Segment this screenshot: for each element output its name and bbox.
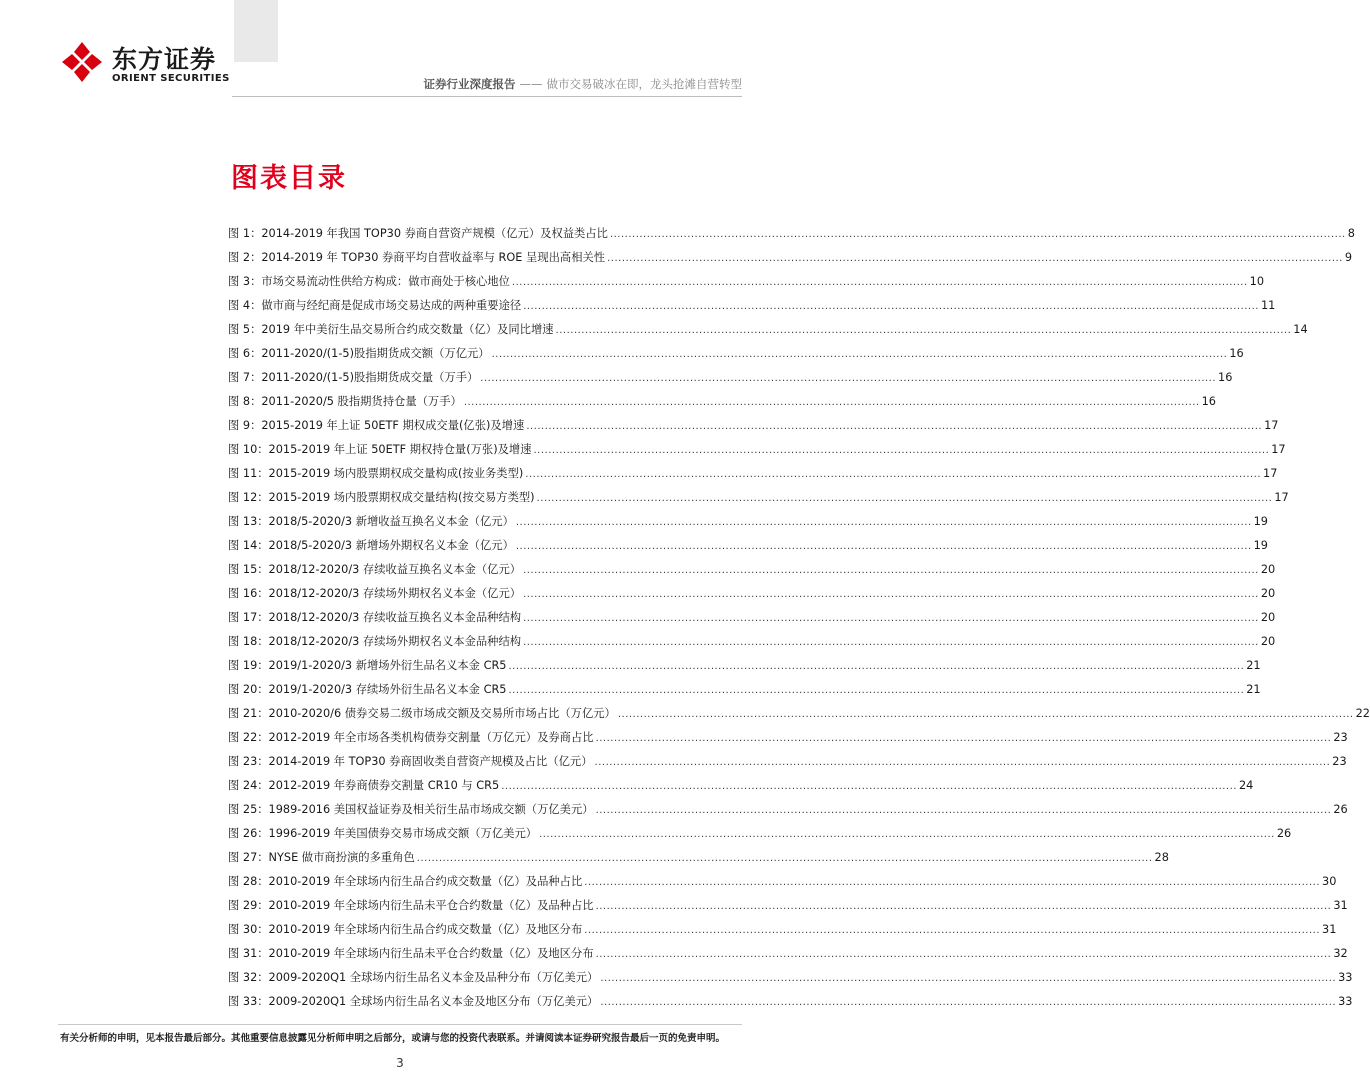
toc-leader-dots: ........................................................................................................................................................................................................	[595, 733, 1332, 744]
toc-entry[interactable]	[228, 918, 1337, 942]
toc-entry[interactable]	[228, 582, 1276, 606]
logo-chinese-name: 东方证券	[112, 45, 217, 74]
toc-leader-dots: ........................................................................................................................................................................................................	[523, 565, 1259, 576]
toc-entry-page: 19	[1253, 539, 1268, 552]
footer-disclaimer: 有关分析师的申明，见本报告最后部分。其他重要信息披露见分析师申明之后部分，或请与您的投资代表联系。并请阅读本证券研究报告最后一页的免责申明。	[60, 1033, 726, 1044]
header-divider	[232, 96, 742, 97]
toc-leader-dots: ........................................................................................................................................................................................................	[600, 997, 1337, 1008]
toc-entry-page: 23	[1333, 731, 1348, 744]
toc-leader-dots: ........................................................................................................................................................................................................	[523, 637, 1259, 648]
toc-entry-page: 16	[1229, 347, 1244, 360]
toc-entry-page: 17	[1274, 491, 1289, 504]
toc-leader-dots: ........................................................................................................................................................................................................	[536, 493, 1273, 504]
toc-entry-title: 图 9：2015-2019 年上证 50ETF 期权成交量(亿张)及增速	[228, 419, 525, 432]
toc-entry-page: 17	[1264, 419, 1279, 432]
toc-entry-title: 图 7：2011-2020/(1-5)股指期货成交量（万手）	[228, 371, 479, 384]
toc-entry-page: 9	[1344, 251, 1353, 264]
page-number: 3	[396, 1056, 404, 1070]
toc-entry[interactable]	[228, 294, 1276, 318]
toc-leader-dots: ........................................................................................................................................................................................................	[609, 229, 1346, 240]
toc-entry[interactable]	[228, 342, 1244, 366]
orient-securities-logo-icon	[60, 40, 104, 84]
toc-leader-dots: ........................................................................................................................................................................................................	[594, 757, 1331, 768]
toc-entry[interactable]	[228, 702, 1370, 726]
toc-entry[interactable]	[228, 486, 1289, 510]
toc-entry-page: 16	[1218, 371, 1233, 384]
toc-leader-dots: ........................................................................................................................................................................................................	[584, 877, 1321, 888]
toc-entry-page: 20	[1260, 587, 1276, 600]
toc-leader-dots: ........................................................................................................................................................................................................	[515, 541, 1252, 552]
toc-entry-title: 图 23：2014-2019 年 TOP30 券商固收类自营资产规模及占比（亿元）	[228, 755, 593, 768]
toc-leader-dots: ........................................................................................................................................................................................................	[539, 829, 1275, 840]
toc-leader-dots: ........................................................................................................................................................................................................	[491, 349, 1228, 360]
toc-entry-title: 图 3：市场交易流动性供给方构成：做市商处于核心地位	[228, 275, 510, 288]
toc-leader-dots: ........................................................................................................................................................................................................	[526, 421, 1263, 432]
toc-entry-title: 图 30：2010-2019 年全球场内衍生品合约成交数量（亿）及地区分布	[228, 923, 583, 936]
toc-entry-title: 图 33：2009-2020Q1 全球场内衍生品名义本金及地区分布（万亿美元）	[228, 995, 599, 1008]
toc-entry-title: 图 6：2011-2020/(1-5)股指期货成交额（万亿元）	[228, 347, 490, 360]
toc-entry-title: 图 32：2009-2020Q1 全球场内衍生品名义本金及品种分布（万亿美元）	[228, 971, 599, 984]
toc-entry-page: 10	[1249, 275, 1265, 288]
toc-entry-page: 30	[1322, 875, 1337, 888]
toc-entry-page: 28	[1154, 851, 1169, 864]
toc-entry[interactable]	[228, 606, 1276, 630]
toc-entry[interactable]	[228, 222, 1355, 246]
toc-leader-dots: ........................................................................................................................................................................................................	[501, 781, 1237, 792]
toc-entry-title: 图 2：2014-2019 年 TOP30 券商平均自营收益率与 ROE 呈现出高相关性	[228, 251, 606, 264]
toc-entry-page: 23	[1332, 755, 1347, 768]
toc-entry-title: 图 4：做市商与经纪商是促成市场交易达成的两种重要途径	[228, 299, 522, 312]
toc-entry-title: 图 14：2018/5-2020/3 新增场外期权名义本金（亿元）	[228, 539, 514, 552]
table-of-figures	[228, 222, 1370, 1014]
report-header	[424, 76, 743, 92]
footer-divider	[58, 1024, 742, 1025]
toc-entry-page: 22	[1355, 707, 1370, 720]
toc-entry[interactable]	[228, 750, 1347, 774]
toc-entry-title: 图 15：2018/12-2020/3 存续收益互换名义本金（亿元）	[228, 563, 522, 576]
toc-leader-dots: ........................................................................................................................................................................................................	[416, 853, 1153, 864]
toc-entry-page: 21	[1246, 683, 1261, 696]
toc-entry[interactable]	[228, 654, 1261, 678]
toc-entry[interactable]	[228, 558, 1276, 582]
page-title: 图表目录	[231, 163, 347, 194]
report-type: 证券行业深度报告	[423, 77, 516, 91]
toc-entry-title: 图 20：2019/1-2020/3 存续场外衍生品名义本金 CR5	[228, 683, 507, 696]
toc-entry[interactable]	[228, 366, 1233, 390]
logo-english-name: ORIENT SECURITIES	[112, 73, 230, 84]
toc-entry[interactable]	[228, 270, 1265, 294]
toc-entry[interactable]	[228, 510, 1268, 534]
toc-entry[interactable]	[228, 798, 1348, 822]
toc-entry[interactable]	[228, 990, 1353, 1014]
toc-entry[interactable]	[228, 726, 1348, 750]
toc-entry-page: 8	[1347, 227, 1355, 240]
toc-entry-page: 32	[1333, 947, 1348, 960]
toc-entry-title: 图 1：2014-2019 年我国 TOP30 券商自营资产规模（亿元）及权益类占比	[228, 227, 608, 240]
toc-entry-page: 17	[1263, 467, 1278, 480]
toc-entry[interactable]	[228, 894, 1348, 918]
toc-leader-dots: ........................................................................................................................................................................................................	[600, 973, 1337, 984]
toc-entry[interactable]	[228, 462, 1278, 486]
toc-entry-title: 图 13：2018/5-2020/3 新增收益互换名义本金（亿元）	[228, 515, 514, 528]
toc-leader-dots: ........................................................................................................................................................................................................	[533, 445, 1270, 456]
toc-entry-title: 图 25：1989-2016 美国权益证券及相关衍生品市场成交额（万亿美元）	[228, 803, 594, 816]
toc-entry-title: 图 26：1996-2019 年美国债券交易市场成交额（万亿美元）	[228, 827, 538, 840]
toc-entry-title: 图 19：2019/1-2020/3 新增场外衍生品名义本金 CR5	[228, 659, 507, 672]
toc-leader-dots: ........................................................................................................................................................................................................	[508, 685, 1245, 696]
report-title: 做市交易破冰在即，龙头抢滩自营转型	[546, 77, 742, 91]
toc-entry[interactable]	[228, 846, 1169, 870]
toc-entry-page: 33	[1338, 971, 1353, 984]
toc-leader-dots: ........................................................................................................................................................................................................	[508, 661, 1245, 672]
toc-entry-page: 21	[1246, 659, 1261, 672]
toc-entry-title: 图 12：2015-2019 场内股票期权成交量结构(按交易方类型)	[228, 491, 535, 504]
toc-leader-dots: ........................................................................................................................................................................................................	[607, 253, 1343, 264]
toc-leader-dots: ........................................................................................................................................................................................................	[595, 901, 1332, 912]
toc-entry-title: 图 31：2010-2019 年全球场内衍生品未平仓合约数量（亿）及地区分布	[228, 947, 594, 960]
toc-entry-title: 图 28：2010-2019 年全球场内衍生品合约成交数量（亿）及品种占比	[228, 875, 583, 888]
toc-entry-title: 图 17：2018/12-2020/3 存续收益互换名义本金品种结构	[228, 611, 522, 624]
toc-leader-dots: ........................................................................................................................................................................................................	[523, 301, 1259, 312]
toc-leader-dots: ........................................................................................................................................................................................................	[511, 277, 1248, 288]
toc-entry-page: 26	[1333, 803, 1348, 816]
toc-entry-title: 图 10：2015-2019 年上证 50ETF 期权持仓量(万张)及增速	[228, 443, 532, 456]
toc-entry-title: 图 22：2012-2019 年全市场各类机构债券交割量（万亿元）及券商占比	[228, 731, 594, 744]
toc-entry[interactable]	[228, 774, 1254, 798]
toc-entry-page: 16	[1201, 395, 1216, 408]
toc-leader-dots: ........................................................................................................................................................................................................	[617, 709, 1354, 720]
toc-entry[interactable]	[228, 630, 1276, 654]
toc-entry-title: 图 18：2018/12-2020/3 存续场外期权名义本金品种结构	[228, 635, 522, 648]
toc-entry-page: 33	[1338, 995, 1353, 1008]
toc-entry[interactable]	[228, 534, 1268, 558]
company-logo	[60, 40, 230, 90]
toc-entry-page: 31	[1333, 899, 1348, 912]
toc-leader-dots: ........................................................................................................................................................................................................	[515, 517, 1252, 528]
toc-entry-page: 26	[1276, 827, 1292, 840]
header-separator: ——	[519, 77, 543, 91]
toc-leader-dots: ........................................................................................................................................................................................................	[584, 925, 1321, 936]
toc-entry-title: 图 11：2015-2019 场内股票期权成交量构成(按业务类型)	[228, 467, 524, 480]
toc-entry-title: 图 29：2010-2019 年全球场内衍生品未平仓合约数量（亿）及品种占比	[228, 899, 594, 912]
toc-entry[interactable]	[228, 414, 1279, 438]
toc-leader-dots: ........................................................................................................................................................................................................	[595, 949, 1332, 960]
toc-entry-page: 17	[1271, 443, 1286, 456]
toc-entry[interactable]	[228, 870, 1337, 894]
toc-entry-page: 20	[1260, 635, 1276, 648]
toc-entry[interactable]	[228, 390, 1216, 414]
toc-entry-page: 14	[1293, 323, 1308, 336]
header-corner-block	[234, 0, 278, 62]
toc-entry[interactable]	[228, 246, 1353, 270]
toc-entry[interactable]	[228, 942, 1348, 966]
toc-entry[interactable]	[228, 318, 1308, 342]
toc-leader-dots: ........................................................................................................................................................................................................	[555, 325, 1292, 336]
toc-entry-page: 11	[1260, 299, 1276, 312]
toc-entry-title: 图 21：2010-2020/6 债券交易二级市场成交额及交易所市场占比（万亿元）	[228, 707, 616, 720]
toc-entry-title: 图 5：2019 年中美衍生品交易所合约成交数量（亿）及同比增速	[228, 323, 554, 336]
toc-entry-title: 图 27：NYSE 做市商扮演的多重角色	[228, 851, 415, 864]
toc-entry[interactable]	[228, 966, 1353, 990]
toc-leader-dots: ........................................................................................................................................................................................................	[480, 373, 1217, 384]
toc-entry-page: 20	[1260, 563, 1276, 576]
toc-entry[interactable]	[228, 678, 1261, 702]
toc-entry-title: 图 24：2012-2019 年券商债券交割量 CR10 与 CR5	[228, 779, 500, 792]
toc-leader-dots: ........................................................................................................................................................................................................	[463, 397, 1200, 408]
toc-entry-page: 19	[1253, 515, 1268, 528]
toc-entry[interactable]	[228, 438, 1286, 462]
toc-entry-title: 图 16：2018/12-2020/3 存续场外期权名义本金（亿元）	[228, 587, 522, 600]
toc-entry-page: 24	[1238, 779, 1254, 792]
toc-entry-title: 图 8：2011-2020/5 股指期货持仓量（万手）	[228, 395, 462, 408]
toc-leader-dots: ........................................................................................................................................................................................................	[523, 613, 1259, 624]
toc-leader-dots: ........................................................................................................................................................................................................	[523, 589, 1259, 600]
toc-leader-dots: ........................................................................................................................................................................................................	[525, 469, 1262, 480]
toc-entry-page: 31	[1322, 923, 1337, 936]
toc-entry[interactable]	[228, 822, 1292, 846]
toc-entry-page: 20	[1260, 611, 1276, 624]
toc-leader-dots: ........................................................................................................................................................................................................	[595, 805, 1332, 816]
